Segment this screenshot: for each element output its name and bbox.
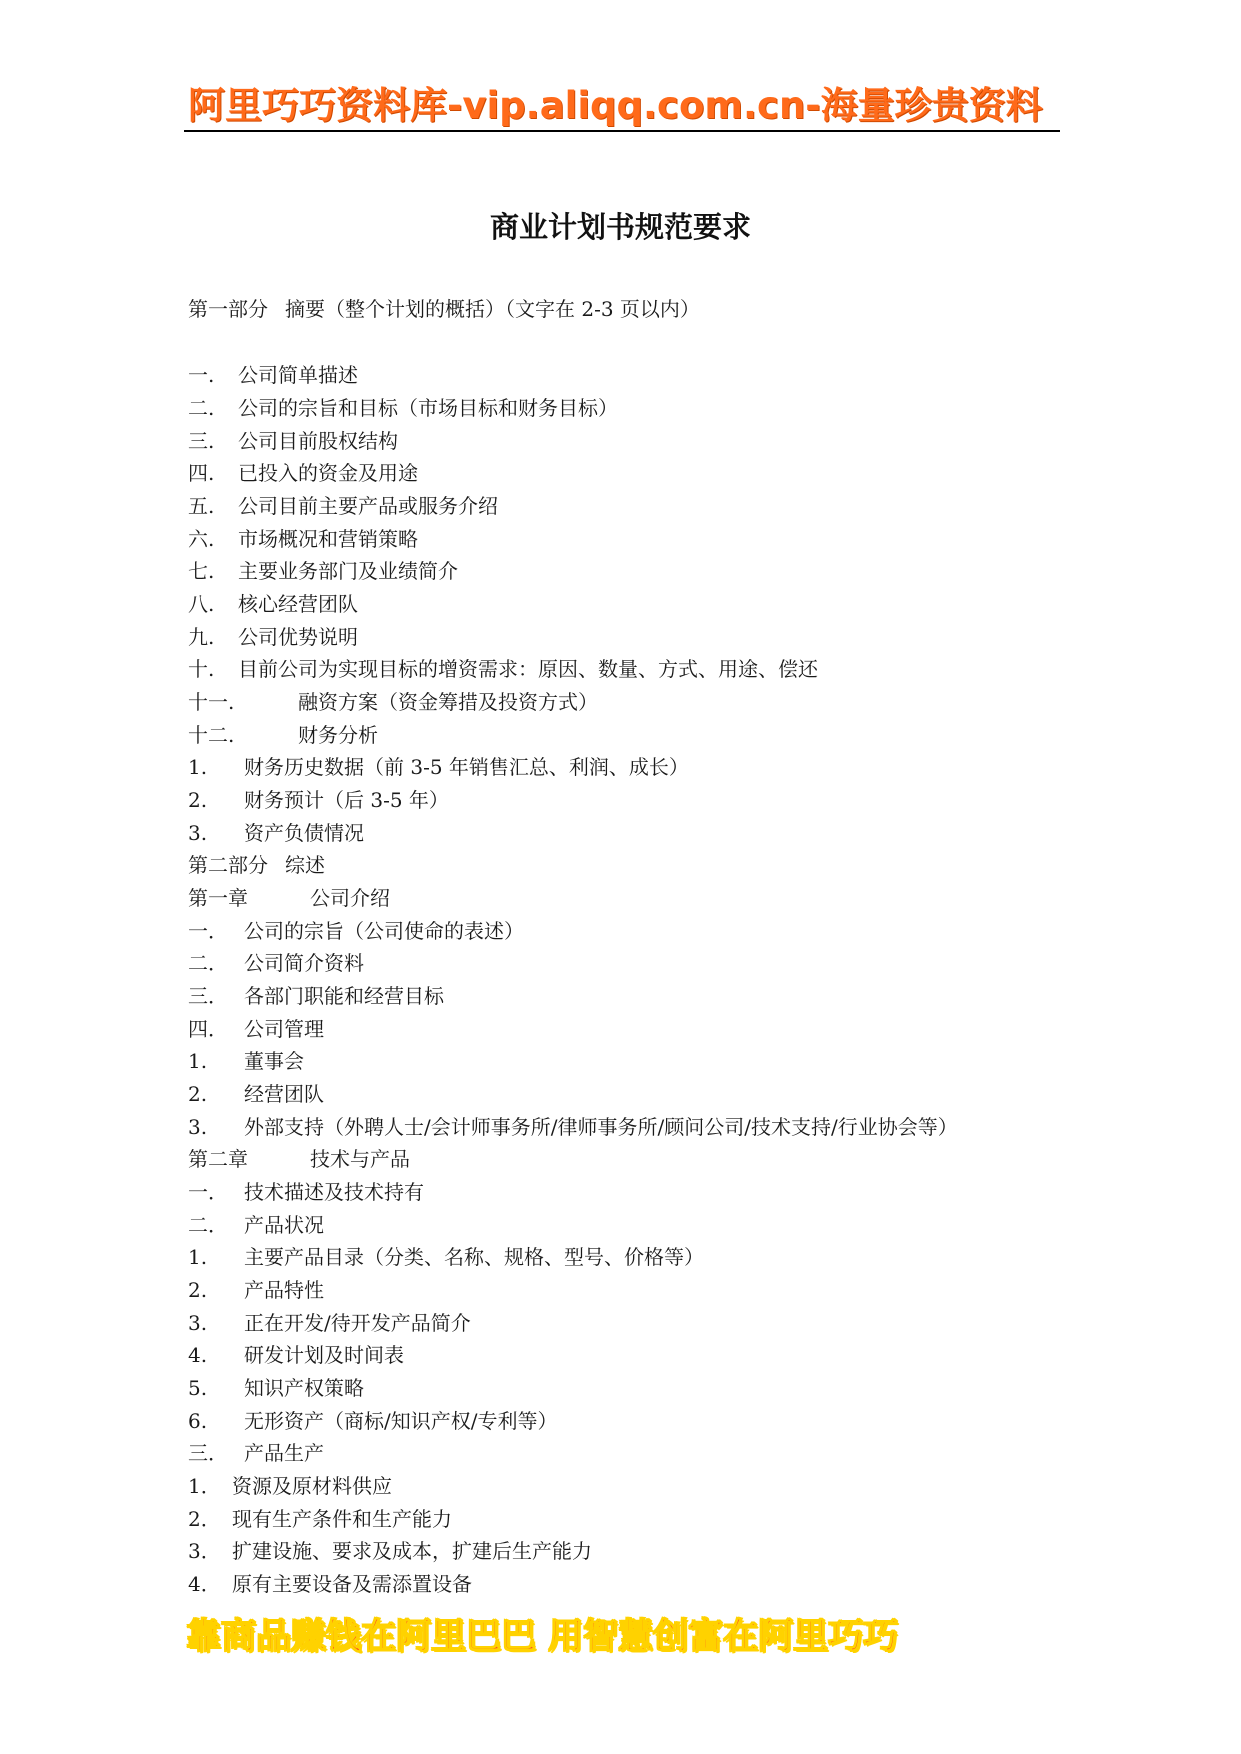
- list-item: [188, 526, 418, 552]
- line-text: 财务预计（后 3-5 年）: [244, 788, 449, 812]
- line-number: 第二章: [188, 1147, 248, 1171]
- line-text: 正在开发/待开发产品简介: [244, 1311, 471, 1335]
- header-banner: 阿里巧巧资料库-vip.aliqq.com.cn-海量珍贵资料: [188, 84, 1043, 127]
- section-line: [188, 852, 325, 878]
- line-number: 第二部分: [188, 853, 268, 877]
- list-item: [188, 722, 378, 748]
- list-item: [188, 1081, 324, 1107]
- line-number: 九.: [188, 625, 215, 649]
- line-text: 公司简介资料: [244, 951, 364, 975]
- line-text: 外部支持（外聘人士/会计师事务所/律师事务所/顾问公司/技术支持/行业协会等）: [244, 1115, 958, 1139]
- list-item: [188, 1342, 404, 1368]
- line-number: 三.: [188, 429, 215, 453]
- line-text: 原有主要设备及需添置设备: [232, 1572, 472, 1596]
- list-item: [188, 1016, 324, 1042]
- list-item: [188, 1179, 424, 1205]
- line-text: 主要业务部门及业绩简介: [238, 559, 458, 583]
- line-number: 四.: [188, 461, 215, 485]
- line-number: 三．: [188, 1441, 228, 1465]
- line-number: 3．: [188, 1539, 221, 1563]
- line-text: 公司的宗旨和目标（市场目标和财务目标）: [238, 396, 618, 420]
- line-text: 主要产品目录（分类、名称、规格、型号、价格等）: [244, 1245, 704, 1269]
- line-number: 十二.: [188, 723, 235, 747]
- list-item: [188, 460, 418, 486]
- line-number: 一．: [188, 919, 228, 943]
- line-number: 3.: [188, 1311, 208, 1335]
- list-item: [188, 1048, 304, 1074]
- line-text: 公司的宗旨（公司使命的表述）: [244, 919, 524, 943]
- list-item: [188, 624, 358, 650]
- line-text: 无形资产（商标/知识产权/专利等）: [244, 1409, 558, 1433]
- line-number: 2．: [188, 1507, 221, 1531]
- list-item: [188, 787, 449, 813]
- list-item: [188, 362, 358, 388]
- line-text: 产品生产: [244, 1441, 324, 1465]
- line-number: 一.: [188, 363, 215, 387]
- line-text: 公司简单描述: [238, 363, 358, 387]
- line-text: 知识产权策略: [244, 1376, 364, 1400]
- line-number: 第一部分: [188, 297, 268, 321]
- line-text: 资源及原材料供应: [232, 1474, 392, 1498]
- list-item: [188, 395, 618, 421]
- line-text: 综述: [285, 853, 325, 877]
- list-item: [188, 656, 818, 682]
- line-number: 2.: [188, 1082, 208, 1106]
- line-number: 十.: [188, 657, 215, 681]
- line-text: 研发计划及时间表: [244, 1343, 404, 1367]
- line-text: 产品特性: [244, 1278, 324, 1302]
- line-number: 1．: [188, 1474, 221, 1498]
- section-line: [188, 296, 700, 322]
- line-number: 五.: [188, 494, 215, 518]
- line-number: 三．: [188, 984, 228, 1008]
- line-number: 第一章: [188, 886, 248, 910]
- line-text: 董事会: [244, 1049, 304, 1073]
- line-number: 二．: [188, 1213, 228, 1237]
- list-item: [188, 1506, 452, 1532]
- line-number: 1.: [188, 1049, 208, 1073]
- line-number: 6.: [188, 1409, 208, 1433]
- header-rule: [184, 130, 1060, 132]
- line-number: 5.: [188, 1376, 208, 1400]
- chapter-line: [188, 885, 390, 911]
- list-item: [188, 1440, 324, 1466]
- list-item: [188, 558, 458, 584]
- list-item: [188, 1114, 958, 1140]
- document-title: 商业计划书规范要求: [489, 210, 751, 244]
- line-number: 1.: [188, 1245, 208, 1269]
- line-text: 财务分析: [298, 723, 378, 747]
- list-item: [188, 689, 598, 715]
- line-number: 3.: [188, 821, 208, 845]
- list-item: [188, 754, 689, 780]
- line-number: 2.: [188, 788, 208, 812]
- line-text: 已投入的资金及用途: [238, 461, 418, 485]
- list-item: [188, 1244, 704, 1270]
- line-text: 经营团队: [244, 1082, 324, 1106]
- list-item: [188, 918, 524, 944]
- line-text: 扩建设施、要求及成本，扩建后生产能力: [232, 1539, 592, 1563]
- line-text: 财务历史数据（前 3-5 年销售汇总、利润、成长）: [244, 755, 689, 779]
- line-text: 公司优势说明: [238, 625, 358, 649]
- line-number: 2.: [188, 1278, 208, 1302]
- list-item: [188, 1310, 471, 1336]
- list-item: [188, 1375, 364, 1401]
- line-text: 目前公司为实现目标的增资需求：原因、数量、方式、用途、偿还: [238, 657, 818, 681]
- list-item: [188, 1571, 472, 1597]
- line-number: 七.: [188, 559, 215, 583]
- line-number: 3.: [188, 1115, 208, 1139]
- list-item: [188, 591, 358, 617]
- list-item: [188, 820, 364, 846]
- line-text: 各部门职能和经营目标: [244, 984, 444, 1008]
- line-number: 一．: [188, 1180, 228, 1204]
- list-item: [188, 1277, 324, 1303]
- list-item: [188, 1408, 557, 1434]
- list-item: [188, 428, 398, 454]
- line-text: 技术描述及技术持有: [244, 1180, 424, 1204]
- line-text: 摘要（整个计划的概括）（文字在 2-3 页以内）: [285, 297, 700, 321]
- chapter-line: [188, 1146, 410, 1172]
- line-text: 公司目前主要产品或服务介绍: [238, 494, 498, 518]
- line-number: 四．: [188, 1017, 228, 1041]
- line-number: 八.: [188, 592, 215, 616]
- line-number: 十一.: [188, 690, 235, 714]
- line-number: 4．: [188, 1572, 221, 1596]
- line-number: 1.: [188, 755, 208, 779]
- line-text: 融资方案（资金筹措及投资方式）: [298, 690, 598, 714]
- line-text: 公司目前股权结构: [238, 429, 398, 453]
- list-item: [188, 493, 498, 519]
- line-text: 市场概况和营销策略: [238, 527, 418, 551]
- list-item: [188, 950, 364, 976]
- list-item: [188, 1538, 592, 1564]
- line-number: 4.: [188, 1343, 208, 1367]
- line-text: 公司管理: [244, 1017, 324, 1041]
- line-text: 核心经营团队: [238, 592, 358, 616]
- line-text: 资产负债情况: [244, 821, 364, 845]
- footer-banner: 靠商品赚钱在阿里巴巴 用智慧创富在阿里巧巧: [186, 1617, 899, 1657]
- list-item: [188, 1212, 324, 1238]
- line-number: 六.: [188, 527, 215, 551]
- line-text: 产品状况: [244, 1213, 324, 1237]
- line-text: 技术与产品: [310, 1147, 410, 1171]
- line-number: 二．: [188, 951, 228, 975]
- list-item: [188, 1473, 392, 1499]
- line-text: 公司介绍: [310, 886, 390, 910]
- line-text: 现有生产条件和生产能力: [232, 1507, 452, 1531]
- list-item: [188, 983, 444, 1009]
- line-number: 二.: [188, 396, 215, 420]
